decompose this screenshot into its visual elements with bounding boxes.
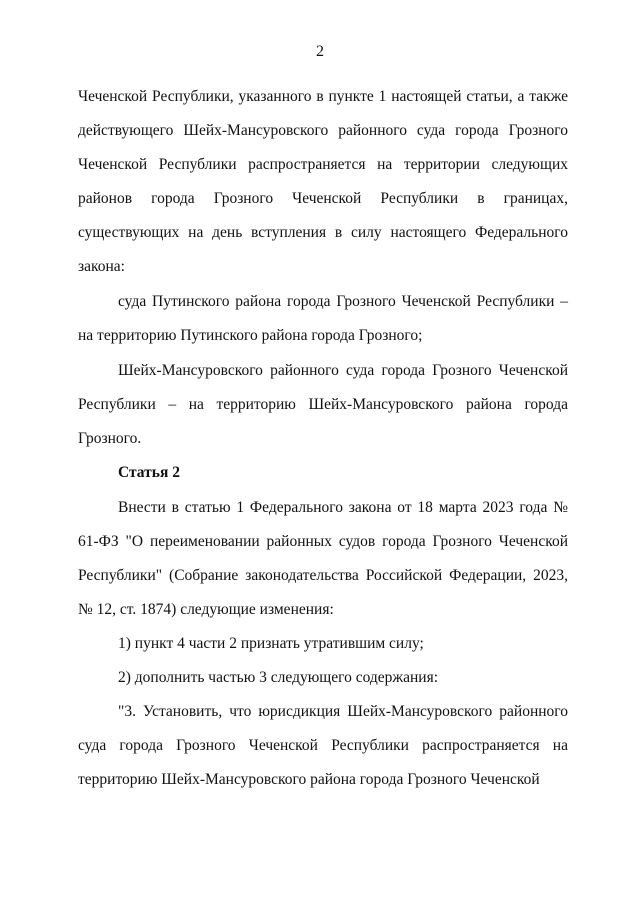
paragraph-sheikh-mansurovsky-court: Шейх-Мансуровского районного суда города Грозного Чеченской Республики – на территорию Шейх-Мансуровского района города Грозного. (78, 362, 568, 447)
document-body (78, 80, 568, 797)
paragraph-continuation: Чеченской Республики, указанного в пункте 1 настоящей статьи, а также действующего Шейх-Мансуровского районного суда города Грозного Чеченской Республики распространяется на территории следующих районов города Грозного Чеченской Республики в границах, существующих на день вступления в силу настоящего Федерального закона: (78, 88, 568, 275)
article-item-1: 1) пункт 4 части 2 признать утратившим силу; (118, 635, 424, 652)
article-heading: Статья 2 (118, 464, 180, 481)
article-quoted-text: "3. Установить, что юрисдикция Шейх-Мансуровского районного суда города Грозного Чеченской Республики распространяется на территорию Шейх-Мансуровского района города Грозного Чеченской (78, 703, 568, 788)
paragraph-putinsky-court: суда Путинского района города Грозного Чеченской Республики – на территорию Путинского района города Грозного; (78, 293, 568, 344)
article-paragraph-amendments: Внести в статью 1 Федерального закона от 18 марта 2023 года № 61-ФЗ "О переименовании районных судов города Грозного Чеченской Республики" (Собрание законодательства Российской Федерации, 2023, № 12, ст. 1874) следующие изменения: (78, 499, 568, 618)
article-item-2: 2) дополнить частью 3 следующего содержания: (118, 669, 439, 686)
page-number: 2 (316, 43, 324, 60)
